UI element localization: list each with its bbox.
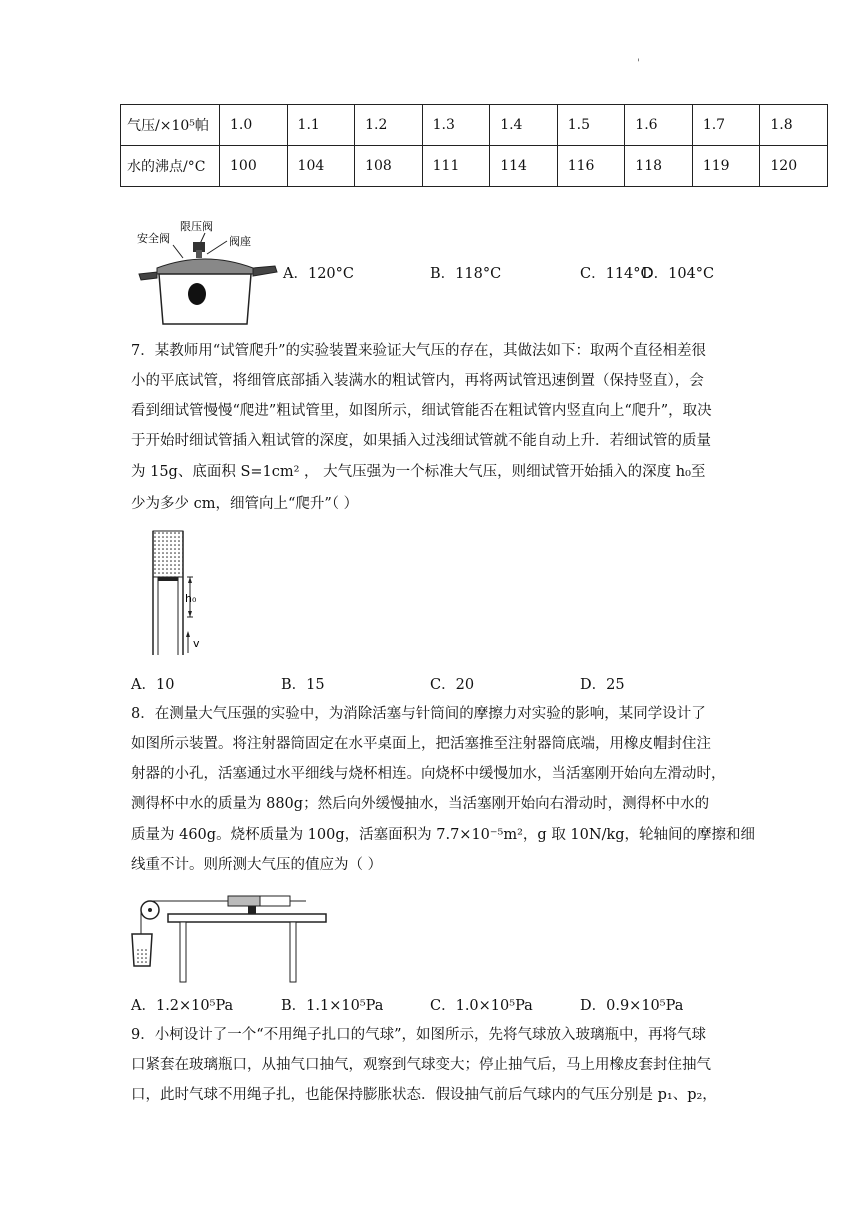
table-cell: 114: [490, 146, 558, 187]
table-cell: 1.6: [625, 105, 693, 146]
table-cell: 1.8: [760, 105, 828, 146]
q7-text-line-2: 小的平底试管，将细管底部插入装满水的粗试管内，再将两试管迅速倒置（保持竖直），会: [131, 373, 704, 389]
table-cell: 1.7: [692, 105, 760, 146]
table-row: [121, 146, 828, 187]
table-cell: 1.2: [355, 105, 423, 146]
q8-text-line-2: 如图所示装置。将注射器筒固定在水平桌面上，把活塞推至注射器筒底端，用橡皮帽封住注: [131, 736, 711, 752]
table-cell: 119: [692, 146, 760, 187]
table-cell: 118: [625, 146, 693, 187]
table-cell: 1.1: [287, 105, 355, 146]
page-mark: ': [637, 58, 640, 69]
q7-option-a[interactable]: A．10: [131, 677, 175, 693]
q9-text-line-1: 9．小柯设计了一个“不用绳子扎口的气球”，如图所示，先将气球放入玻璃瓶中，再将气球: [131, 1027, 707, 1043]
table-cell: 1.3: [422, 105, 490, 146]
q6-option-d[interactable]: D．104°C: [642, 266, 715, 282]
q7-option-d[interactable]: D．25: [580, 677, 625, 693]
table-cell: 1.4: [490, 105, 558, 146]
figure-label-valve-seat: 阀座: [229, 235, 251, 248]
figure-label-h0: h₀: [185, 592, 197, 605]
q8-text-line-4: 测得杯中水的质量为 880g；然后向外缓慢抽水，当活塞刚开始向右滑动时，测得杯中水的: [131, 796, 710, 812]
q6-option-b[interactable]: B．118°C: [430, 266, 502, 282]
q8-option-b[interactable]: B．1.1×10⁵Pa: [281, 998, 384, 1014]
table-cell: 111: [422, 146, 490, 187]
q7-option-b[interactable]: B．15: [281, 677, 325, 693]
pressure-cooker-figure: [135, 214, 280, 332]
q9-text-line-2: 口紧套在玻璃瓶口，从抽气口抽气，观察到气球变大；停止抽气后，马上用橡皮套封住抽气: [131, 1057, 711, 1073]
q8-option-a[interactable]: A．1.2×10⁵Pa: [131, 998, 234, 1014]
q7-text-line-3: 看到细试管慢慢“爬进”粗试管里，如图所示，细试管能否在粗试管内竖直向上“爬升”，取决: [131, 403, 712, 419]
syringe-table-figure: [128, 884, 330, 986]
table-cell: 108: [355, 146, 423, 187]
q8-option-c[interactable]: C．1.0×10⁵Pa: [430, 998, 533, 1014]
pressure-boiling-table: [120, 104, 828, 187]
q6-option-a[interactable]: A．120°C: [283, 266, 354, 282]
table-cell: 1.0: [220, 105, 288, 146]
test-tube-figure: [145, 527, 215, 661]
figure-label-pressure-valve: 限压阀: [180, 220, 213, 233]
q7-text-line-1: 7．某教师用“试管爬升”的实验装置来验证大气压的存在，其做法如下：取两个直径相差很: [131, 343, 707, 359]
table-cell: 104: [287, 146, 355, 187]
q8-text-line-1: 8．在测量大气压强的实验中，为消除活塞与针筒间的摩擦力对实验的影响，某同学设计了: [131, 706, 706, 722]
table-row: [121, 105, 828, 146]
q6-option-c[interactable]: C．114°C: [580, 266, 652, 282]
table-cell: 120: [760, 146, 828, 187]
table-cell: 100: [220, 146, 288, 187]
q8-text-line-5: 质量为 460g。烧杯质量为 100g，活塞面积为 7.7×10⁻⁵m²，g 取 10N/kg，轮轴间的摩擦和细: [131, 827, 756, 843]
q8-text-line-6: 线重不计。则所测大气压的值应为（ ）: [131, 857, 383, 873]
q8-option-d[interactable]: D．0.9×10⁵Pa: [580, 998, 684, 1014]
row-header-pressure: 气压/×10⁵帕: [121, 105, 220, 146]
table-cell: 116: [557, 146, 625, 187]
q7-text-line-4: 于开始时细试管插入粗试管的深度，如果插入过浅细试管就不能自动上升．若细试管的质量: [131, 433, 711, 449]
q7-text-line-5: 为 15g、底面积 S=1cm² ， 大气压强为一个标准大气压，则细试管开始插入的深度 h₀至: [131, 464, 706, 480]
row-header-boiling: 水的沸点/°C: [121, 146, 220, 187]
figure-label-v: v: [193, 637, 200, 650]
table-cell: 1.5: [557, 105, 625, 146]
q7-option-c[interactable]: C．20: [430, 677, 475, 693]
q9-text-line-3: 口，此时气球不用绳子扎，也能保持膨胀状态．假设抽气前后气球内的气压分别是 p₁、p₂，: [131, 1087, 717, 1103]
q7-text-line-6: 少为多少 cm，细管向上“爬升”（ ）: [131, 496, 359, 512]
q8-text-line-3: 射器的小孔，活塞通过水平细线与烧杯相连。向烧杯中缓慢加水，当活塞刚开始向左滑动时，: [131, 766, 726, 782]
figure-label-safety-valve: 安全阀: [137, 232, 170, 245]
